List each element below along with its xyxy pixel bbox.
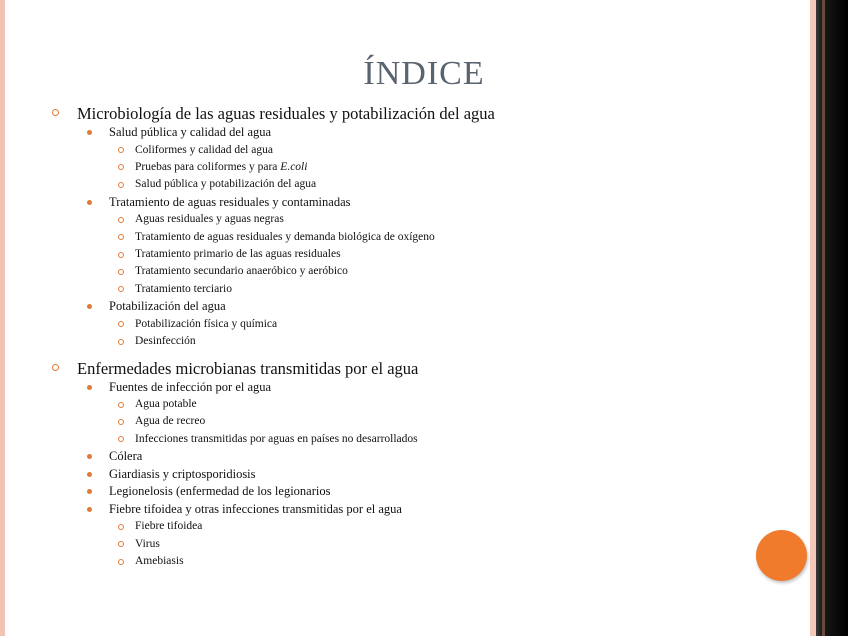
hollow-circle-bullet-icon bbox=[118, 339, 124, 345]
topic-label: Potabilización del agua bbox=[109, 299, 226, 314]
subtopic-label: Virus bbox=[135, 537, 160, 550]
hollow-circle-bullet-icon bbox=[118, 217, 124, 223]
topic-label: Giardiasis y criptosporidiosis bbox=[109, 466, 256, 481]
hollow-circle-bullet-icon bbox=[118, 559, 124, 565]
filled-circle-bullet-icon bbox=[87, 304, 92, 309]
hollow-circle-bullet-icon bbox=[118, 541, 124, 547]
subtopic-label: Desinfección bbox=[135, 335, 196, 348]
subtopic-label: Fiebre tifoidea bbox=[135, 520, 203, 533]
hollow-circle-bullet-icon bbox=[118, 269, 124, 275]
subtopic-label: Coliformes y calidad del agua bbox=[135, 143, 273, 156]
topic-item bbox=[50, 194, 790, 212]
subtopic-label: Potabilización física y química bbox=[135, 317, 278, 330]
subtopic-item bbox=[50, 246, 790, 263]
slide-title bbox=[0, 55, 848, 93]
topic-item bbox=[50, 124, 790, 142]
hollow-circle-bullet-icon bbox=[118, 419, 124, 425]
hollow-circle-bullet-icon bbox=[52, 109, 59, 116]
topic-item bbox=[50, 483, 790, 501]
subtopic-label: Salud pública y potabilización del agua bbox=[135, 178, 317, 191]
orange-circle-decoration bbox=[756, 530, 807, 581]
topic-label: Fiebre tifoidea y otras infecciones transmitidas por el agua bbox=[109, 501, 402, 516]
filled-circle-bullet-icon bbox=[87, 385, 92, 390]
section-label: Enfermedades microbianas transmitidas por el agua bbox=[77, 358, 419, 378]
subtopic-label: Agua potable bbox=[135, 398, 197, 411]
topic-label: Salud pública y calidad del agua bbox=[109, 125, 272, 139]
subtopic-label: Pruebas para coliformes y para bbox=[135, 160, 281, 173]
filled-circle-bullet-icon bbox=[87, 130, 92, 135]
topic-item bbox=[50, 466, 790, 484]
subtopic-label: Agua de recreo bbox=[135, 415, 206, 428]
hollow-circle-bullet-icon bbox=[118, 402, 124, 408]
subtopic-label: Tratamiento de aguas residuales y demanda biológica de oxígeno bbox=[135, 230, 435, 243]
topic-label: Cólera bbox=[109, 449, 143, 464]
filled-circle-bullet-icon bbox=[87, 489, 92, 494]
topic-item bbox=[50, 448, 790, 466]
filled-circle-bullet-icon bbox=[87, 200, 92, 205]
hollow-circle-bullet-icon bbox=[118, 182, 124, 188]
subtopic-item bbox=[50, 176, 790, 193]
subtopic-label: Amebiasis bbox=[135, 555, 184, 568]
filled-circle-bullet-icon bbox=[87, 507, 92, 512]
subtopic-item bbox=[50, 431, 790, 448]
filled-circle-bullet-icon bbox=[87, 472, 92, 477]
subtopic-label: Infecciones transmitidas por aguas en países no desarrollados bbox=[135, 432, 418, 445]
subtopic-item bbox=[50, 281, 790, 298]
subtopic-label: Tratamiento terciario bbox=[135, 282, 232, 295]
subtopic-label: Aguas residuales y aguas negras bbox=[135, 213, 284, 226]
subtopic-item bbox=[50, 142, 790, 159]
subtopic-item bbox=[50, 333, 790, 350]
section-label: Microbiología de las aguas residuales y potabilización del agua bbox=[77, 104, 495, 123]
subtopic-italic-label: E.coli bbox=[280, 160, 308, 173]
topic-label: Fuentes de infección por el agua bbox=[109, 379, 272, 394]
subtopic-item bbox=[50, 518, 790, 535]
subtopic-item bbox=[50, 413, 790, 430]
subtopic-item bbox=[50, 229, 790, 246]
hollow-circle-bullet-icon bbox=[118, 147, 124, 153]
topic-item bbox=[50, 501, 790, 519]
topic-label: Tratamiento de aguas residuales y contaminadas bbox=[109, 194, 351, 209]
subtopic-item bbox=[50, 211, 790, 228]
subtopic-item bbox=[50, 316, 790, 333]
hollow-circle-bullet-icon bbox=[52, 364, 59, 371]
section-item bbox=[50, 104, 790, 124]
slide-title-text: ÍNDICE bbox=[363, 55, 485, 92]
subtopic-item bbox=[50, 396, 790, 413]
topic-item bbox=[50, 379, 790, 397]
subtopic-label: Tratamiento primario de las aguas residuales bbox=[135, 248, 341, 261]
subtopic-item bbox=[50, 536, 790, 553]
hollow-circle-bullet-icon bbox=[118, 321, 124, 327]
window-edge-stripe bbox=[822, 0, 825, 636]
hollow-circle-bullet-icon bbox=[118, 286, 124, 292]
filled-circle-bullet-icon bbox=[87, 454, 92, 459]
hollow-circle-bullet-icon bbox=[118, 524, 124, 530]
hollow-circle-bullet-icon bbox=[118, 234, 124, 240]
subtopic-item bbox=[50, 553, 790, 570]
slide-content bbox=[50, 104, 790, 571]
topic-label: Legionelosis (enfermedad de los legionarios bbox=[109, 484, 331, 499]
hollow-circle-bullet-icon bbox=[118, 252, 124, 258]
section-item bbox=[50, 359, 790, 379]
hollow-circle-bullet-icon bbox=[118, 436, 124, 442]
subtopic-item bbox=[50, 263, 790, 280]
subtopic-item bbox=[50, 159, 790, 176]
hollow-circle-bullet-icon bbox=[118, 164, 124, 170]
left-border bbox=[0, 0, 5, 636]
topic-item bbox=[50, 298, 790, 316]
subtopic-label: Tratamiento secundario anaeróbico y aeróbico bbox=[135, 265, 348, 278]
window-edge bbox=[816, 0, 848, 636]
